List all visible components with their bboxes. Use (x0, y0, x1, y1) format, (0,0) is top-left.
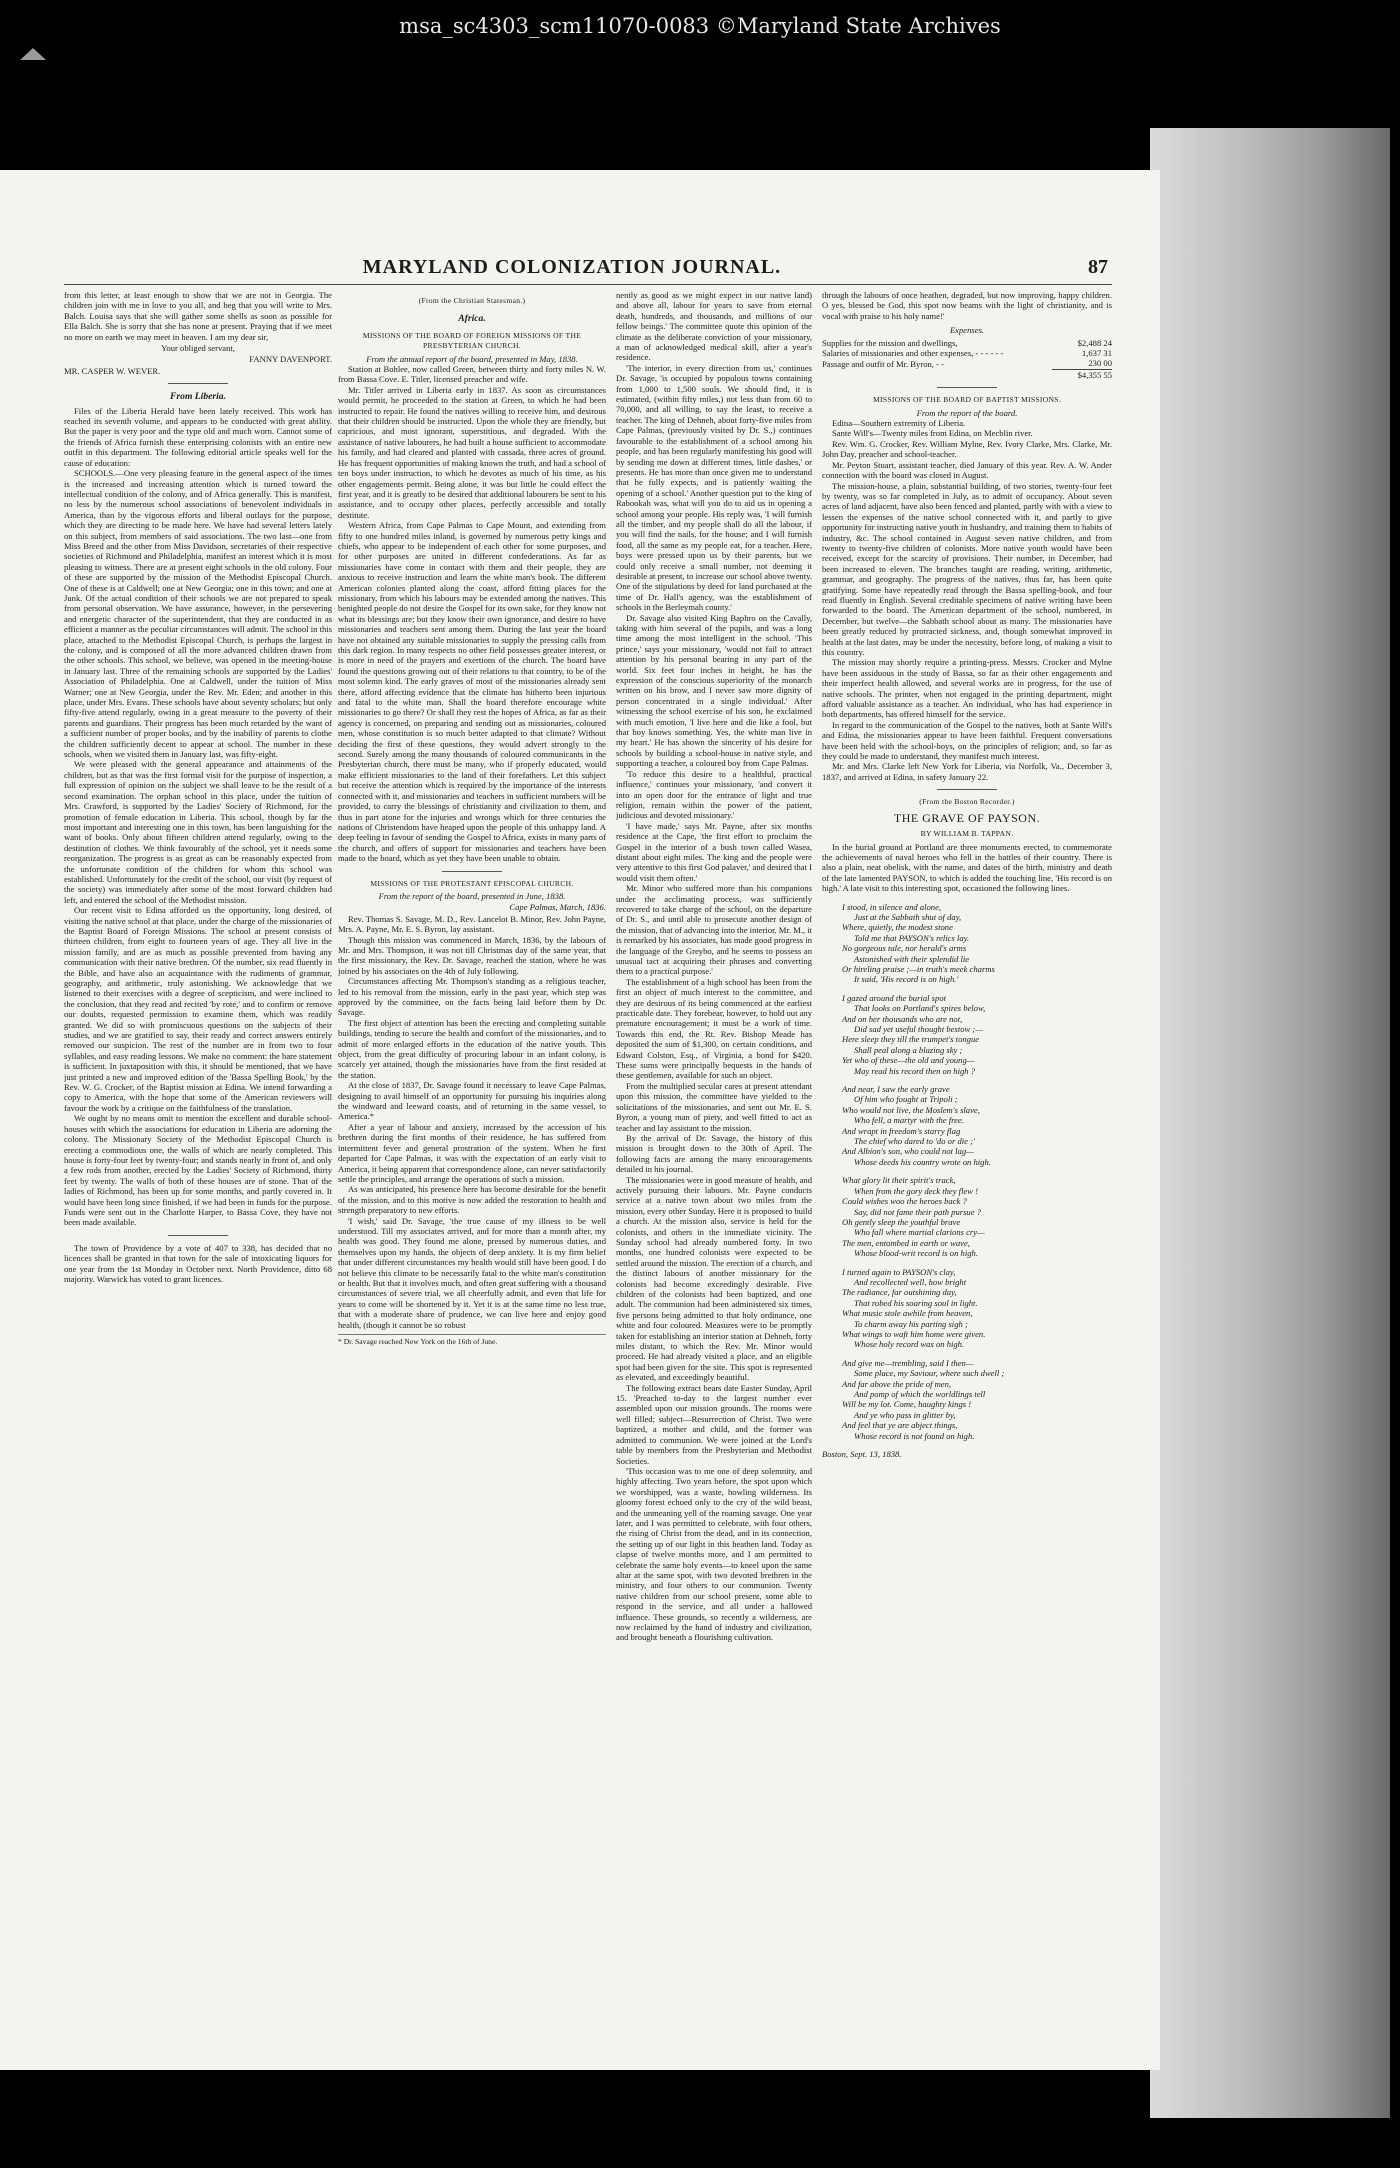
paragraph: through the labours of once heathen, degraded, but now improving, happy children. O yes, blessed be God, this spot now beams with the light of christianity, and is vocal with praise to his holy name!' (822, 290, 1112, 321)
poem-line: What music stole awhile from heaven, (842, 1308, 973, 1319)
paragraph: Our recent visit to Edina afforded us the opportunity, long desired, of visiting the native school at that place, under the charge of the missionaries of the Baptist Board of Foreign Missions. The school at present consists of thirteen children, from eight to fourteen years of age. They all live in the mission family, and are as much as possible prevented from having any communication with their native brethren. Of the number, six read fluently in the Bible, and have also an acquaintance with the rudiments of grammar, geography, and arithmetic, truly astonishing. We acknowledge that we listened to their exercises with a degree of scepticism, and were inclined to the conclusion, that they read and recited 'by rote,' and to confirm or remove our doubts, requested permission to examine them, which was readily granted. We did so with promiscuous questions on the subjects of their studies, and we are gratified to say, their ready and correct answers entirely removed our suspicion. The rest of the number are in from two to four syllables, and easy reading lessons. We make no comment: the bare statement is sufficient. In juxtaposition with this, it should be mentioned, that we have just printed a new and improved edition of the 'Bassa Spelling Book,' by the Rev. W. G. Crocker, of the Baptist mission at Edina. We intend forwarding a copy to America, with the hope that some of the American reviewers will favour the work by a critique on the faithfulness of the translation. (64, 905, 332, 1113)
paragraph: We ought by no means omit to mention the excellent and durable school-houses with which the associations for education in Liberia are adorning the colony. The Missionary Society of the Methodist Episcopal Church is erecting a commodious one, the walls of which are nearly completed. This house is forty-four feet by twenty-four; and stands nearly in front of, and only a few rods from another, erected by the Ladies' Society of Richmond, thirty feet by twenty. The walls of both of these houses are of stone. That of the ladies of Richmond, has been up for some months, and partly covered in. It would have been long since finished, if we had been in funds for the purpose. Funds were sent out in the Charlotte Harper, to Bassa Cove, they have not been made available. (64, 1113, 332, 1228)
poem-line: Oh gently sleep the youthful brave (842, 1216, 961, 1227)
paragraph: SCHOOLS.—One very pleasing feature in the general aspect of the times is the increased and increasing attention which is turned toward the intellectual condition of the colony, and of Africa generally. This is manifest, no less by the numerous school associations of benevolent individuals in America, than by the vigorous efforts and liberal outlays for the purpose, which they are directing to be made here. We have had several letters lately on this subject, from members of said associations. The two last—one from Miss Breed and the other from Miss Davidson, secretaries of their respective societies of Richmond and Philadelphia, manifest an interest which it is most pleasing to witness. There are at present eight schools in the old colony. Four of these are supported by the mission of the Methodist Episcopal Church. One of these is at Caldwell; one at New Georgia; one in this town; and one at Junk. Of the actual condition of their schools we are not prepared to speak from personal observation. We have assurance, however, in the persevering and energetic character of the superintendent, that they are conducted in as efficient a manner as the peculiar circumstances will admit. The school in this place, attached to the Methodist Episcopal Church, is perhaps the largest in the colony, and is composed of all the more advanced children drawn from the other schools. This school, we believe, was opened in the meeting-house in January last. Three of the remaining schools are supported by the Ladies' Association of Philadelphia. One at Caldwell, under the tuition of Miss Warner; one at New Georgia, under the Rev. Mr. Eden; and another in this place, under Mrs. Evans. These schools have about seventy scholars; but only fifty-five attend regularly, owing in a great measure to the poverty of their parents and guardians. Their progress has been much retarded by the want of a sufficient number of proper books, and by the inability of parents to clothe the children sufficiently decent to appear at school. The number in these schools, when we visited them in January last, was fifty-eight. (64, 468, 332, 760)
poem-line: Where, quietly, the modest stone (842, 922, 953, 933)
paragraph: Western Africa, from Cape Palmas to Cape Mount, and extending from fifty to one hundred miles inland, is governed by numerous petty kings and chiefs, who appear to be independent of each other for some purposes, and for other purposes are united in different confederations. As far as missionaries have come in contact with them and their people, they are anxious to receive instruction and learn the white man's book. The different American colonies planted along the coast, afford fitting places for the missionary, from which his labours may be extended among the natives. This benighted people do not desire the Gospel for its own sake, for they know not what its blessings are; but they know their own ignorance, and desire to have missionaries and teachers sent among them. During the last year the board have not obtained any suitable missionaries to supply the pressing calls from this dark region. In many respects no other field possesses greater interest, or is more in need of the prayers and exertions of the church. The board have found the questions growing out of their relations to that country, to be of the most solemn kind. The early graves of most of the missionaries already sent there, afford affecting evidence that the climate has hitherto been injurious and fatal to the white man. Shall the board therefore encourage white missionaries to go there? Or shall they rest the hopes of Africa, as far as their agency is concerned, on preparing and sending out as missionaries, coloured men, whose constitution is so much better adapted to that climate? Without deciding the first of these questions, they would advert strongly to the second. Surely among the many thousands of coloured communicants in the Presbyterian church, there must be many, who if properly educated, would make efficient missionaries to the land of their forefathers. Let this subject but receive the attention which is required by the importance of the interests connected with it, and missionaries and teachers in sufficient numbers will be provided, to carry the blessings of christianity and civilization to them, and thus in part atone for the injuries and wrongs which for three centuries the nations of Christendom have heaped upon the people of this unhappy land. A deep feeling in favour of sending the Gospel to Africa, exists in many parts of the church, and offers of support for missionaries and teachers have been made to the board, which as yet they have been unable to obtain. (338, 520, 606, 864)
expense-label (822, 369, 1052, 380)
expense-amount: $2,488 24 (1077, 337, 1112, 348)
report-note: From the report of the board, presented in June, 1838. (378, 890, 566, 901)
poem-intro: In the burial ground at Portland are three monuments erected, to commemorate the achievements of naval heroes who fell in the battles of their country. There is also a plain, neat obelisk, with the name, and dates of the birth, ministry and death of the late lamented PAYSON, to which is added the touching line, 'His record is on high.' A late visit to this interesting spot, occasioned the following lines. (822, 841, 1112, 894)
paragraph: The town of Providence by a vote of 407 to 338, has decided that no licences shall be granted in that town for the sale of intoxicating liquors for one year from the 1st Monday in October next. North Providence, ditto 68 majority. Warwick has voted to grant licences. (64, 1242, 332, 1284)
poem-stanza (842, 902, 1112, 985)
poem-line: And Albion's son, who could not lag— (842, 1146, 974, 1157)
paragraph: The mission-house, a plain, substantial building, of two stories, twenty-four feet by twenty, was so far completed in July, as to admit of occupancy. About seven acres of land adjacent, have also been fenced and planted, partly with with a view to lessen the expenses of the native school connected with it, and partly to give opportunity for instructing native youth in husbandry, and training them to habits of industry, &c. The school contained in August seven native children, and from twenty to twenty-five children of colonists. More native youth would have been received, except for the scarcity of provisions. Their number, in December, had been increased to eleven. The branches taught are reading, writing, arithmetic, grammar, and geography. The progress of the natives, thus far, has been quite gratifying. Some have repeatedly read through the Bassa spelling-book, and four read fluently in English. Several creditable specimens of native writing have been forwarded to the board. The American department of the school, numbered, in December, but twelve—the Sabbath school about as many. The missionaries have been greatly reduced by protracted sickness, and, though somewhat improved in health at the last dates, may be under the necessity, before long, of making a visit to this country. (822, 480, 1112, 657)
poem-line: I stood, in silence and alone, (842, 901, 942, 912)
expense-row (822, 358, 1112, 369)
poem-line: Could wishes woo the heroes back ? (842, 1196, 967, 1207)
paragraph: Dr. Savage also visited King Baphro on the Cavally, taking with him several of the pupils, and was a long time among the most intelligent in the school. 'This prince,' says your missionary, 'would not fail to attract attention by his personal bearing in any part of the world. Six feet four inches in height, he has the expression of the conscious superiority of the monarch written on his brow, and I never saw more dignity of person concentrated in a single individual.' After witnessing the school exercise of his son, he exclaimed with much emotion, 'I live here and die like a fool, but that boy knows something. Yes, the white man live in my heart.' He has shown the sincerity of his desire for schools by building a school-house in native style, and supporting a teacher, a coloured boy from Cape Palmas. (616, 612, 812, 769)
page-header (0, 256, 1160, 284)
poem-line: It said, 'His record is on high.' (854, 974, 959, 985)
expense-label: Supplies for the mission and dwellings, (822, 337, 958, 348)
expense-amount: 230 00 (1088, 358, 1112, 369)
column-3 (616, 290, 812, 2065)
separator (168, 383, 228, 384)
poem-line: Did sad yet useful thought bestow ;— (854, 1024, 983, 1034)
separator (442, 871, 502, 872)
paragraph: We were pleased with the general appearance and attainments of the children, but as that was the first formal visit for the purpose of inspection, a full expression of opinion on the subject we shall leave to be the result of a second examination. The orphan school in this place, under the tuition of Mrs. Crawford, is supported by the Ladies' Society of Richmond, for the promotion of female education in Liberia. This school, though by far the most important and interesting one in this town, has been languishing for the want of books. Only about fifteen children attend regularly, owing to the destitution of clothes. We think favourably of the school, yet it needs some reorganization. The progress is as great as can be reasonably expected from the unfortunate condition of the children for whom this school was established. Unfortunately for the credit of the school, our visit (by request of the society) was immediately after some of the most forward children had left, and entered the school of the Methodist mission. (64, 759, 332, 905)
paragraph: The first object of attention has been the erecting and completing suitable buildings, tending to secure the health and comfort of the missionaries, and to admit of more enlarged efforts in the education of the native youth. This object, from the great difficulty of procuring labour in an infant colony, is scarcely yet attained, though the missionaries have from the first resided at the station. (338, 1017, 606, 1080)
expense-label: Salaries of missionaries and other expenses, - - - - - - (822, 348, 1004, 359)
poem-line: Whose blood-writ record is on high. (854, 1248, 978, 1259)
section-heading: From Liberia. (170, 391, 226, 403)
poem-line: No gorgeous tale, nor herald's arms (842, 943, 967, 954)
dateline: Cape Palmas, March, 1836. (509, 902, 606, 913)
paragraph: Mr. Minor who suffered more than his companions under the acclimating process, was sufficiently recovered to take charge of the school, on the departure of Dr. S., and until able to prosecute another design of the mission, that of advancing into the interior. Mr. M., it is remarked by his associates, has made good progress in the language of the Greybo, and he seems to possess an unusual tact at acquiring their phrases and converting them to a practical purpose.' (616, 883, 812, 977)
paragraph: Sante Will's—Twenty miles from Edina, on Mecblin river. (832, 428, 1033, 439)
expense-amount: $4,355 55 (1052, 369, 1112, 380)
paragraph: Rev. Wm. G. Crocker, Rev. William Mylne, Rev. Ivory Clarke, Mrs. Clarke, Mr. John Day, preacher and school-teacher. (822, 438, 1112, 460)
paragraph: The following extract bears date Easter Sunday, April 15. 'Preached to-day to the largest number ever assembled upon our mission grounds. The rooms were well filled; subject—Resurrection of Christ. Two were baptized, a mother and child, and the former was admitted to communion. We were joined at the Lord's table by members from the Presbyterian and Methodist Societies. (616, 1382, 812, 1466)
book-page-edge (1150, 128, 1390, 2118)
paragraph: 'I wish,' said Dr. Savage, 'the true cause of my illness to be well understood. Till my associates arrived, and for more than a month after, my health was good. They found me alone, pressed by numerous duties, and themselves upon my hands, the objects of deep anxiety. It is my firm belief that under different circumstances my health would still have been good. I do not believe this climate to be necessarily fatal to the white man's constitution or health. But that it involves much, and often great suffering with a thousand circumstances of severe trial, we all cheerfully admit, and even that life for years to come will be shortened by it. Yet it is at the same time no less true, that with a moderate share of prudence, we can live here and enjoy good health, (though it cannot be so robust (338, 1215, 606, 1330)
letter-signature: FANNY DAVENPORT. (249, 354, 332, 365)
poem-line: Whose holy record was on high. (854, 1339, 965, 1350)
poem-stanza (842, 1267, 1112, 1350)
poem-line: I turned again to PAYSON's clay, (842, 1266, 956, 1277)
source-credit: (From the Christian Statesman.) (418, 296, 526, 305)
paragraph: Mr. Peyton Stuart, assistant teacher, died January of this year. Rev. A. W. Ander connection with the board was closed in August. (822, 459, 1112, 481)
expense-row (822, 369, 1112, 380)
poem-line: Who would not live, the Moslem's slave, (842, 1104, 980, 1115)
poem-stanza (842, 1358, 1112, 1441)
column-2 (338, 290, 606, 2065)
poem-line: And on her thousands who are not, (842, 1013, 963, 1024)
paragraph: 'I have made,' says Mr. Payne, after six months residence at the Cape, 'the first effort to proclaim the Gospel in the interior of a bush town called Wasea, distant about eight miles. The king and the people were very attentive to this first God palaver,' and desired that I would visit them often.' (616, 820, 812, 883)
separator (937, 789, 997, 790)
source-credit: (From the Boston Recorder.) (919, 797, 1015, 807)
poem-line: Some place, my Saviour, where such dwell ; (854, 1368, 1005, 1379)
paragraph: Mr. Titler arrived in Liberia early in 1837. As soon as circumstances would permit, he proceeded to the station at Green, to which he had been instructed to repair. He found the natives willing to receive him, and desirous that their children should be instructed. Upon the whole they are friendly, but capricious, and most ignorant, superstitious, and degraded. With the assistance of native labourers, he had built a house sufficient to accommodate his family, and had cleared and planted with cassada, three acres of ground. He has frequent opportunities of making known the truth, and had a school of ten boys under instruction, to which he devotes as much of his time, as his other engagements permit. Being alone, it was but little he could effect the first year, and it is greatly to be desired that additional labourers be sent to his assistance, and to occupy other places, perfectly accessible and totally destitute. (338, 384, 606, 520)
poem-line: The men, entombed in earth or wave, (842, 1237, 970, 1248)
poem-line: Astonished with their splendid lie (854, 953, 970, 964)
poem-line: What glory lit their spirit's track, (842, 1175, 956, 1186)
paragraph: Files of the Liberia Herald have been lately received. This work has reached its seventh volume, and appears to be conducted with great ability. But the paper is very poor and the type old and much worn. Cannot some of the friends of Africa furnish these enterprising colonists with an entire new outfit in this department. The following editorial article speaks well for the cause of education: (64, 405, 332, 468)
poem-line: Of him who fought at Tripoli ; (854, 1094, 958, 1105)
paragraph: After a year of labour and anxiety, increased by the accession of his brethren during the first months of their residence, he has suffered from intermittent fever and general prostration of the system. When he first departed for Cape Palmas, it was with the expectation of an early visit to America, it being apparent that correspondence alone, can never satisfactorily settle the principles, and arrange the operations of such a mission. (338, 1121, 606, 1184)
paragraph: Though this mission was commenced in March, 1836, by the labours of Mr. and Mrs. Thompson, it was not till Christmas day of the same year, that the first missionary, the Rev. Dr. Savage, reached the station, where he was joined by his associates on the 4th of July following. (338, 934, 606, 976)
paragraph: Edina—Southern extremity of Liberia. (832, 418, 966, 429)
header-rule (64, 284, 1112, 285)
letter-addressee: MR. CASPER W. WEVER. (64, 365, 161, 376)
poem-date: Boston, Sept. 13, 1838. (822, 1449, 902, 1460)
sub-heading: MISSIONS OF THE PROTESTANT EPISCOPAL CHURCH. (370, 878, 574, 888)
poem-line: Say, did not fame their path pursue ? (854, 1206, 981, 1217)
paragraph: nently as good as we might expect in our native land) and above all, labour for years to save from eternal death, hundreds, and thousands, and millions of our fellow beings.' The committee quote this opinion of the climate as the deliberate conviction of your missionary, a man of acknowledged medical skill, after a year's residence. (616, 290, 812, 363)
paragraph: 'To reduce this desire to a healthful, practical influence,' continues your missionary, 'and convert it into an open door for the entrance of light and true religion, remain within the power of the patient, judicious and devoted missionary.' (616, 768, 812, 821)
poem-line: May read his record then on high ? (854, 1065, 976, 1076)
poem-line: Who fell, a martyr with the free. (854, 1115, 964, 1126)
poem-line: I gazed around the burial spot (842, 992, 946, 1003)
poem-line: And feel that ye are abject things, (842, 1420, 958, 1431)
paragraph: Circumstances affecting Mr. Thompson's standing as a religious teacher, led to his removal from the mission, early in the past year, which step was approved by the committee, on the facts being laid before them by Dr. Savage. (338, 976, 606, 1018)
poem-line: And pomp of which the worldlings tell (854, 1389, 986, 1399)
poem-line: What wings to waft him home were given. (842, 1328, 986, 1339)
poem-title: THE GRAVE OF PAYSON. (893, 810, 1041, 825)
archive-caption: msa_sc4303_scm11070-0083 ©Maryland State Archives (399, 14, 1001, 38)
separator (937, 387, 997, 388)
poem-line: The radiance, far outshining day, (842, 1287, 957, 1298)
page-number: 87 (1088, 256, 1108, 278)
paragraph: At the close of 1837, Dr. Savage found it necessary to leave Cape Palmas, designing to avail himself of an opportunity for pursuing his inquiries along the windward and leeward coasts, and of returning in the same vessel, to America.* (338, 1080, 606, 1122)
expense-row (822, 348, 1112, 358)
poem-line: When from the gory deck they flew ! (854, 1185, 979, 1196)
paragraph: From the multiplied secular cares at present attendant upon this mission, the committee have yielded to the solicitations of the missionaries, and sent out Mr. E. S. Byron, a young man of piety, and well fitted to act as teacher and lay assistant to the mission. (616, 1080, 812, 1133)
poem-line: And recollected well, how bright (854, 1276, 967, 1287)
sub-heading: MISSIONS OF THE BOARD OF FOREIGN MISSIONS OF THE PRESBYTERIAN CHURCH. (362, 330, 582, 351)
paragraph: The missionaries were in good measure of health, and actively pursuing their labours. Mr. Payne conducts service at a native town about two miles from the mission, every other Sunday. Here it is proposed to build a church. At the mission also, service is held for the colonists, and others in the immediate vicinity. The Sunday school had already numbered forty. In two months, one hundred colonists were expected to be settled around the mission. The erection of a church, and the distinct labours of another missionary for the colonists had become exceedingly desirable. Five children of the colonists had been baptized, and one adult. The communion had been administered six times, five persons being admitted to that holy ordinance, one white and four coloured. Measures were to be promptly taken for establishing an interior station at Dehneh, forty miles distant, to which the Rev. Mr. Minor would proceed. He had already visited a place, and an eligible spot had been given for the site. This spot is represented as elevated, and exceedingly beautiful. (616, 1174, 812, 1383)
poem-stanza (842, 1084, 1112, 1167)
paragraph: 'This occasion was to me one of deep solemnity, and highly affecting. Two years before, the spot upon which we worshipped, was a waste, howling wilderness. Its gloomy forest echoed only to the cry of the wild beast, and the unmeaning yell of the roaming savage. One year later, and I was permitted to celebrate, with four others, the rising of Christ from the dead, and in its connection, the setting up of our light in this heathen land. Today as clapse of twelve months more, and I am permitted to celebrate the same holy events—to kneel upon the same altar at the same spot, with two devoted brethren in the ministry, and four others to our communion. Twenty native children from our school present, some able to respond in the service, and all under a hallowed influence. These grounds, so recently a wilderness, are now reclaimed by the hand of industry and civilization, and brought beneath a flourishing cultivation. (616, 1465, 812, 1643)
poem-line: Or hireling praise ;—in truth's meek charms (842, 963, 995, 974)
column-4 (822, 290, 1112, 2065)
poem-line: That robed his soaring soul in light. (854, 1297, 978, 1308)
sub-heading: MISSIONS OF THE BOARD OF BAPTIST MISSIONS. (872, 395, 1062, 405)
poem-line: Here sleep they till the trumpet's tongue (842, 1034, 980, 1045)
paragraph: Mr. and Mrs. Clarke left New York for Liberia, via Norfolk, Va., December 3, 1837, and arrived at Edina, in safety January 22. (822, 761, 1112, 782)
poem-line: Just at the Sabbath shut of day, (854, 911, 962, 922)
poem-line: Whose deeds his country wrote on high. (854, 1156, 991, 1167)
paragraph: Station at Bohlee, now called Green, between thirty and forty miles N. W. from Bassa Cove. E. Titler, licensed preacher and wife. (338, 364, 606, 385)
report-note: From the annual report of the board, presented in May, 1838. (366, 353, 578, 364)
expense-amount: 1,637 31 (1081, 348, 1112, 359)
poem-line: Who fall where martial clarions cry— (854, 1227, 985, 1238)
paragraph: Rev. Thomas S. Savage, M. D., Rev. Lancelot B. Minor, Rev. John Payne, Mrs. A. Payne, Mr. E. S. Byron, lay assistant. (338, 913, 606, 935)
poem-line: Told me that PAYSON's relics lay. (854, 932, 970, 943)
poem-line: Whose record is not found on high. (854, 1430, 975, 1441)
paragraph: from this letter, at least enough to show that we are not in Georgia. The children join with me in love to you all, and beg that you will write to Mrs. Balch. Louisa says that she will gather some shells as soon as possible for Ella Balch. She is sorry that she has none at present. Praying that if we meet no more on earth we may meet in heaven. I am my dear sir, (64, 290, 332, 342)
poem-line: The chief who dared to 'do or die ;' (854, 1136, 975, 1147)
paragraph: In regard to the communication of the Gospel to the natives, both at Sante Will's and Edina, the missionaries appear to have been faithful. Frequent conversations have been held with the school-boys, on the principles of religion; and, so far as they could be made to understand, they manifest much interest. (822, 719, 1112, 762)
poem-line: And near, I saw the early grave (842, 1084, 950, 1095)
paragraph: By the arrival of Dr. Savage, the history of this mission is brought down to the 30th of April. The following facts are among the many encouragements detailed in his journal. (616, 1132, 812, 1175)
poem-line: To charm away his parting sigh ; (854, 1318, 968, 1329)
journal-title: MARYLAND COLONIZATION JOURNAL. (362, 256, 782, 278)
expense-label: Passage and outfit of Mr. Byron, - - (822, 358, 944, 369)
poem-stanza (842, 993, 1112, 1076)
poem-line: Shall peal along a blazing sky ; (854, 1044, 963, 1055)
expenses-table (822, 338, 1112, 381)
expenses-heading: Expenses. (949, 325, 985, 336)
paragraph: The mission may shortly require a printing-press. Messrs. Crocker and Mylne have been assiduous in the study of Bassa, so far as their other engagements and their imperfect health allowed, and several works are in progress, for the use of native schools. The printer, when not engaged in the printing department, might afford valuable assistance as a teacher. An individual, who has had experience in both departments, has offered himself for the service. (822, 657, 1112, 720)
poem-line: And wrapt in freedom's starry flag (842, 1125, 961, 1136)
journal-page (0, 170, 1160, 2070)
poem (842, 902, 1112, 1442)
section-heading: Africa. (458, 313, 486, 325)
poem-line: Will be my lot. Come, haughty kings ! (842, 1399, 972, 1410)
poem-stanza (842, 1175, 1112, 1258)
paragraph: As was anticipated, his presence here has become desirable for the benefit of the mission, and to this motive is now added the restoration to health and strength preparatory to new efforts. (338, 1184, 606, 1216)
poem-line: And give me—trembling, said I then— (842, 1357, 974, 1368)
poem-line: Yet who of these—the old and young— (842, 1055, 975, 1066)
paragraph: The establishment of a high school has been from the first an object of much interest to the committee, and they are desirous of its being commenced at the earliest practicable date. They forebear, however, to hold out any premature encouragement; it must be a work of time. Towards this end, the Rt. Rev. Bishop Meade has deposited the sum of $1,300, on certain conditions, and Edward Colston, Esq., of Virginia, a bond for $420. These sums were principally bequests in the hands of these gentlemen, available for such an object. (616, 976, 812, 1081)
poem-line: And ye who pass in glitter by, (854, 1409, 956, 1420)
expense-row (822, 338, 1112, 348)
corner-mark-icon (20, 48, 46, 60)
separator (168, 1235, 228, 1236)
letter-closing: Your obliged servant, (161, 343, 235, 354)
poem-byline: BY WILLIAM B. TAPPAN. (920, 829, 1014, 839)
footnote: * Dr. Savage reached New York on the 16th of June. (338, 1334, 606, 1347)
paragraph: 'The interior, in every direction from us,' continues Dr. Savage, 'is occupied by populous towns containing from 1,000 to 1,500 souls. We should find, it is estimated, (within fifty miles,) not less than from 60 to 70,000, and all willing, to say the least, to receive a teacher. The king of Dehneh, about forty-five miles from Cape Palmas, (previously visited by Dr. S.,) continues favourable to the establishment of a school among his people, and has been regularly manifesting his good will by sending me down at different times, little dashes,' or presents. He has more than once given me to understand that he fully expects, and is patiently waiting the opening of a school.' Another question put to the king of Rabookah was, what will you do to aid us in opening a school among your people. His reply was, 'I will furnish all the timber, and my people shall do all the labour, if you will find the nails, for the house; and I will furnish food, all the same as my people eat, for a teacher. Here, boys were pressed upon us by their parents, but we could only receive a small number, not deeming it desirable at present, to increase our school above twenty. One of the stipulations by deed for land purchased at the time of Dr. Hall's agency, was the establishment of schools in the Berleymah county.' (616, 362, 812, 613)
column-1 (64, 290, 332, 2065)
poem-line: That looks on Portland's spires below, (854, 1003, 986, 1014)
report-note: From the report of the board. (916, 407, 1018, 418)
poem-line: And far above the pride of men, (842, 1378, 952, 1389)
